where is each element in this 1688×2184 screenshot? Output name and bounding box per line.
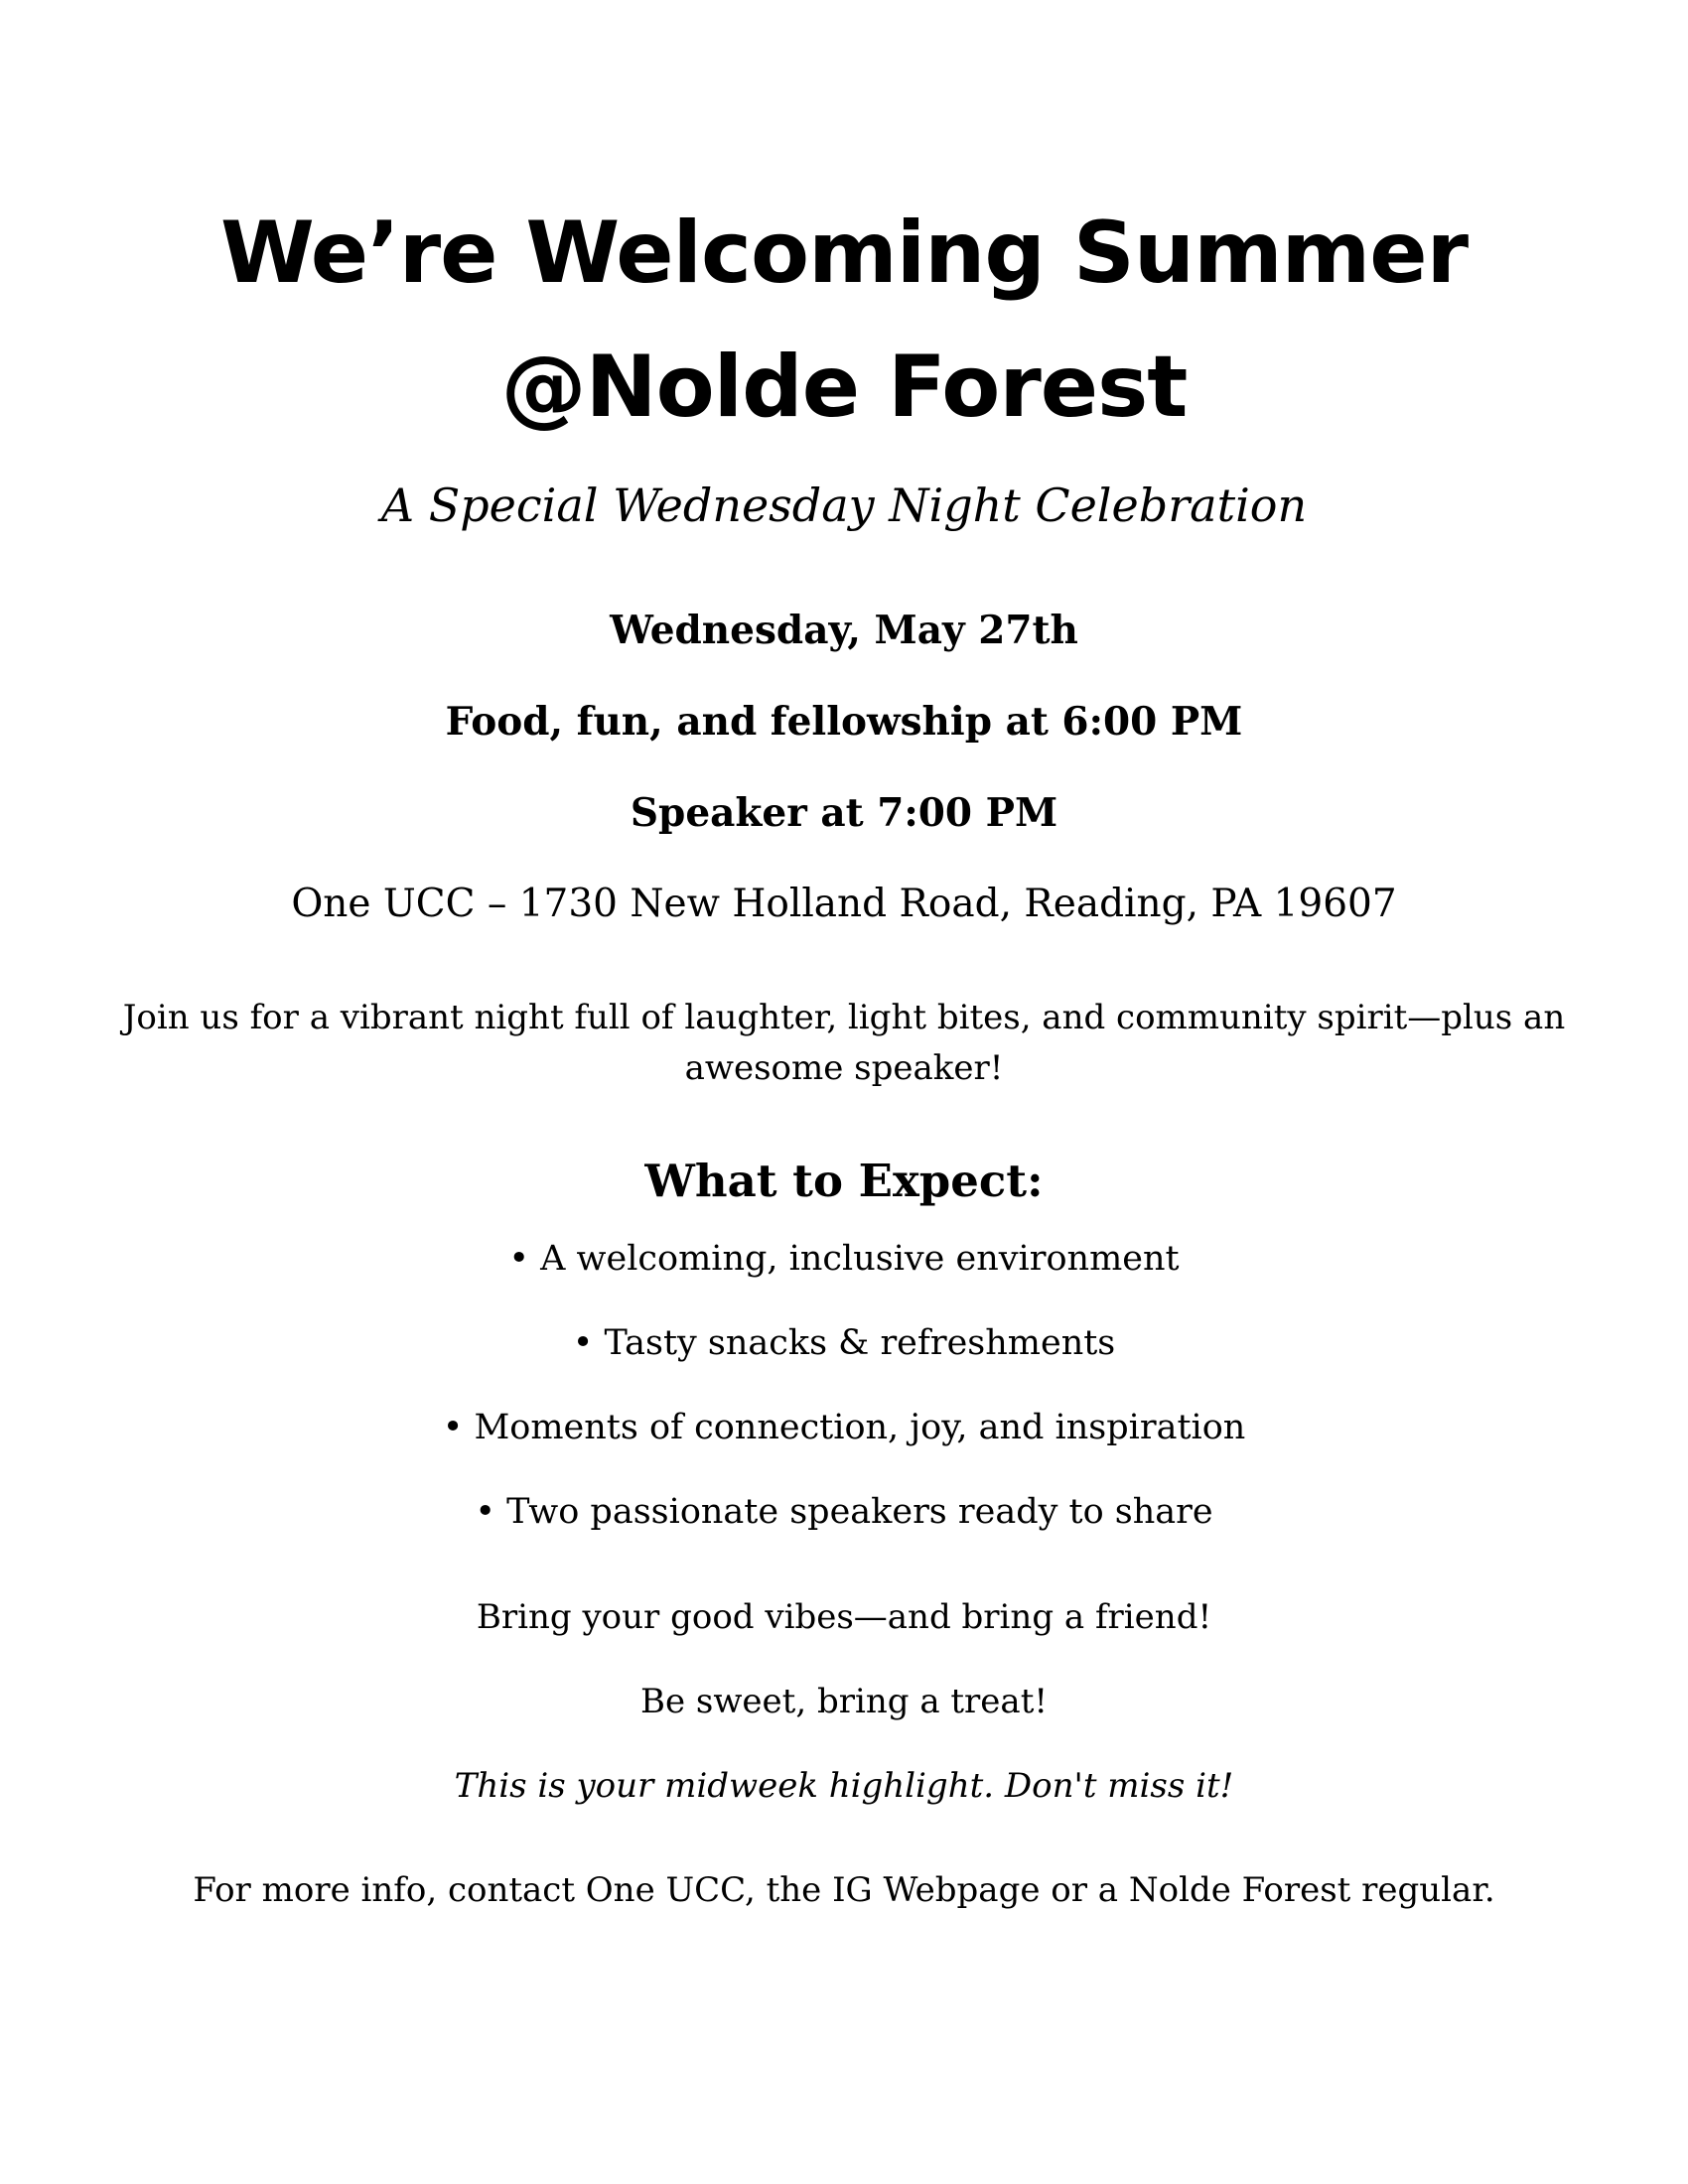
speaker-time: Speaker at 7:00 PM xyxy=(630,790,1058,836)
treat-line: Be sweet, bring a treat! xyxy=(639,1682,1049,1721)
bullet-item: • Two passionate speakers ready to share xyxy=(475,1492,1213,1532)
food-time: Food, fun, and fellowship at 6:00 PM xyxy=(445,699,1243,745)
highlight-line: This is your midweek highlight. Don't miss it! xyxy=(454,1766,1234,1806)
bullet-item: • Moments of connection, joy, and inspiration xyxy=(442,1408,1246,1447)
event-date: Wednesday, May 27th xyxy=(610,608,1078,653)
subtitle: A Special Wednesday Night Celebration xyxy=(380,478,1308,532)
expect-heading: What to Expect: xyxy=(644,1155,1044,1207)
good-vibes-line: Bring your good vibes—and bring a friend! xyxy=(476,1597,1212,1637)
intro-line-1: Join us for a vibrant night full of laughter, light bites, and community spirit—plus an xyxy=(122,998,1566,1037)
contact-line: For more info, contact One UCC, the IG Webpage or a Nolde Forest regular. xyxy=(193,1870,1495,1910)
intro-line-2: awesome speaker! xyxy=(684,1048,1004,1088)
event-address: One UCC – 1730 New Holland Road, Reading, PA 19607 xyxy=(291,882,1397,926)
title-line-2: @Nolde Forest xyxy=(500,338,1188,437)
bullet-item: • A welcoming, inclusive environment xyxy=(508,1239,1180,1279)
bullet-item: • Tasty snacks & refreshments xyxy=(572,1323,1116,1363)
title-line-1: We’re Welcoming Summer xyxy=(219,204,1469,303)
